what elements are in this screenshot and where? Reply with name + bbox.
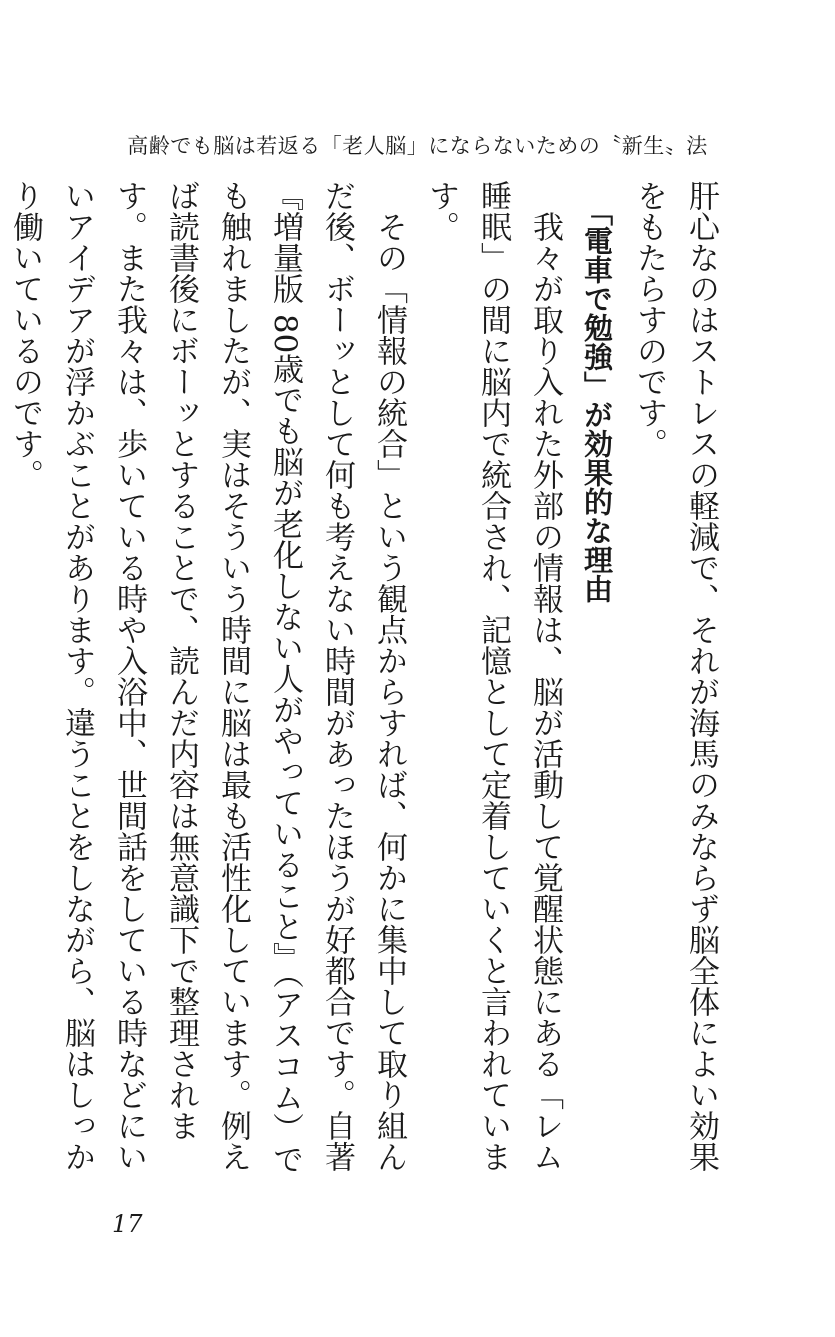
body-text: [7, 180, 727, 1190]
page-number: 17: [112, 1210, 143, 1238]
paragraph: 我々が取り入れた外部の情報は、脳が活動して覚醒状態にある「レム睡眠」の間に脳内で統合され、記憶として定着していくと言われています。: [423, 180, 563, 1172]
paragraph: 肝心なのはストレスの軽減で、それが海馬のみならず脳全体によい効果をもたらすのです。: [631, 180, 719, 1172]
running-head: 高齢でも脳は若返る「老人脳」にならないための〝新生〟法: [127, 134, 708, 158]
section-heading: 「電車で勉強」が効果的な理由: [580, 197, 614, 604]
paragraph: その「情報の統合」という観点からすれば、何かに集中して取り組んだ後、ボーッとして何も考えない時間があったほうが好都合です。自著『増量版 80歳でも脳が老化しない人がやっていること』（アスコム）でも触れましたが、実はそういう時間に脳は最も活性化しています。例えば読書後にボーッとすることで、読んだ内容は無意識下で整理されます。また我々は、歩いている時や入浴中、世間話をしている時などにいいアイデアが浮かぶことがあります。違うことをしながら、脳はしっかり働いているのです。: [7, 180, 407, 1175]
